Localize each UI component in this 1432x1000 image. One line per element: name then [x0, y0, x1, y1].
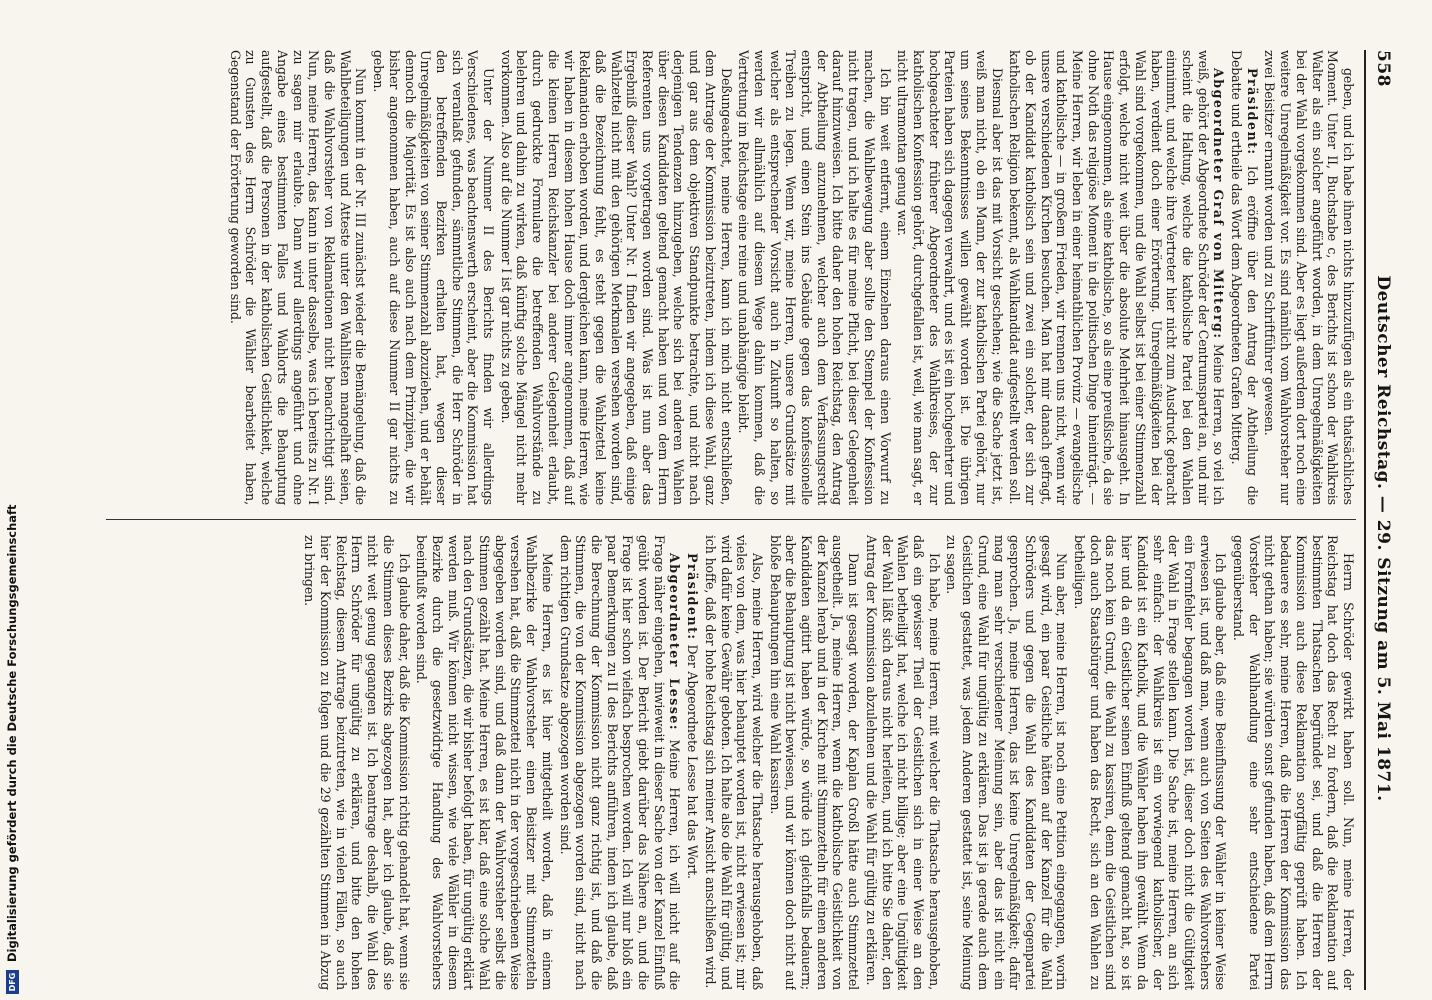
speaker-label: Präsident: — [1244, 68, 1260, 156]
paragraph-text: Ich glaube daher, daß die Kommission richtig gehandelt hat, wenn sie die Stimmen dieses Bezirks abgezogen hat, aber ich glaube, daß sie nicht weit genug gegangen ist. Ich beantrage deshalb, die Wahl des Herrn Schröder für ungültig zu erklären, und bitte den hohen Reichstag, diesem Antrage beizutreten, wie in vielen Fällen, so auch hier der Kommission zu folgen und die 29 gezählten Stimmen in Abzug zu bringen. — [302, 535, 412, 990]
paragraph — [302, 535, 412, 990]
column-divider — [106, 519, 1356, 520]
paragraph — [702, 535, 765, 990]
text-column-left — [106, 50, 1356, 505]
paragraph-text: Also, meine Herren, wird welcher die Thatsache herausgehoben, daß vieles von dem, was hier behauptet worden ist, nicht erwiesen ist; mir wird dafür keine Gewähr geboten. Ich halte also die Wahl für gültig, und ich hoffe, daß der hohe Reichstag sich meiner Ansicht anschließen wird. — [702, 535, 765, 990]
paragraph — [767, 535, 861, 990]
paragraph-text: Diesmal aber ist das mit Vorsicht geschehen; wie die Sache jetzt ist, weiß man nicht, ob ein Mann, der zur katholischen Partei gehört, nur um seines Bekenntnisses willen gewählt worden ist. Die übrigen Parteien haben sich dagegen verwahrt, und es ist ein hochgeehrter und hochgeachteter früherer Abgeordneter des Wahlkreises, der zur katholischen Konfession gehört, durchgefallen ist, weil, wie man sagt, er nicht ultramontan genug war. — [895, 50, 1005, 505]
speaker-label: Abgeordneter Graf von Mitterg: — [1211, 68, 1227, 340]
paragraph — [895, 50, 1005, 505]
paragraph-text: Ich habe, meine Herren, mit welcher die Thatsache herausgehoben, daß ein gewisser Theil der Geistlichen sich in einer Weise an den Wahlen betheiligt hat, welche ich nicht billige; aber eine Ungültigkeit der Wahl läßt sich daraus nicht herleiten, und ich bitte Sie daher, den Antrag der Kommission abzulehnen und die Wahl für gültig zu erklären. — [863, 535, 942, 990]
paragraph-text: Unter der Nummer II des Berichts finden wir allerdings Verschiedenes, was beachtenswerth erscheint, aber die Kommission hat sich veranlaßt gefunden, sämmtliche Stimmen, die Herr Schröder in den betreffenden Bezirken erhalten hat, wegen dieser Unregelmäßigkeiten von seiner Stimmenzahl abzuziehen, und er behält dennoch die Majorität. Es ist also auch nach dem Prinzipien, die wir bisher angenommen haben, auch auf diese Nummer II gar nichts zu geben. — [371, 50, 497, 505]
paragraph — [227, 50, 368, 505]
speaker-label: Präsident: — [685, 553, 701, 641]
digitization-footer — [3, 4, 21, 994]
paragraph-text: Ich glaube aber, daß eine Beeinflussung der Wähler in keiner Weise erwiesen ist, und daß man, wenn auch von Seiten des Wahlvorstehers ein Formfehler begangen worden ist, dieser doch nicht die Gültigkeit der Wahl in Frage stellen kann. Die Sache ist, meine Herren, an sich sehr einfach: der Wahlkreis ist ein vorwiegend katholischer, der Kandidat ist ein Katholik, und die Wähler haben ihn gewählt. Wenn da hier und da ein Geistlicher seinen Einfluß geltend gemacht hat, so ist das noch kein Grund, die Wahl zu kassiren, denn die Geistlichen sind doch auch Staatsbürger und haben das Recht, sich an den Wahlen zu betheiligen. — [1072, 535, 1229, 990]
speaker-label: Abgeordneter Lesse: — [667, 553, 683, 732]
running-header — [1364, 50, 1400, 990]
paragraph-text: Deßungeachtet, meine Herren, kann ich mich nicht entschließen, dem Antrage der Kommission beizutreten, indem ich diese Wahl, ganz und gar aus dem objektiven Standpunkte betrachte, und nicht nach derjenigen Tendenzen hinzugeben, welche sich bei anderen Wahlen über diesen Kandidaten geltend gemacht haben und von dem Herrn Referenten uns vorgetragen worden sind. Was ist nun aber das Ergebniß dieser Wahl? Unter Nr. I finden wir angegeben, daß einige Wahlzettel nicht mit den gehörigen Merkmalen versehen worden sind, daß die Bezeichnung fehlt, es steht gegen die Wahlzettel keine Reklamation erhoben worden, und dergleichen kann, meine Herren, wie wir haben in diesem hohen Hause doch immer angenommen, daß auf die kleinen Herren Reichskanzler bei anderer Gelegenheit erlaubt, durch gedruckte Formulare die betreffenden Wahlvorstände zu belehren und dahin zu wirken, daß künftig solche Mängel nicht mehr vorkommen. Also auf die Nummer I ist gar nichts zu geben. — [498, 50, 734, 505]
paragraph — [414, 535, 555, 990]
paragraph — [944, 535, 1070, 990]
paragraph — [1007, 50, 1227, 505]
paragraph-text: Herrn Schröder gewirkt haben soll. Nun, meine Herren, der Reichstag hat doch das Recht zu fordern, daß die Reklamation auf bestimmten Thatsachen begründet sei, und daß die Herren der Kommission auch diese Reklamation sorgfältig geprüft haben. Ich bedauere es sehr, meine Herren, daß die Herren der Kommission das nicht gethan haben; sie würden sonst gefunden haben, daß dem Herrn Vorsteher der Wahlhandlung eine sehr entschiedene Partei gegenüberstand. — [1231, 535, 1356, 990]
text-column-right — [106, 535, 1356, 990]
page-number: 558 — [1373, 50, 1393, 87]
paragraph — [736, 50, 893, 505]
paragraph — [684, 535, 700, 990]
paragraph-text: Meine Herren, es ist hier mitgetheilt worden, daß in einem Wahlbezirke der Wahlvorsteher einen Beisitzer mit Stimmzetteln versehen hat, daß die Stimmzettel nicht in der vorgeschriebenen Weise abgegeben worden sind, und daß dann der Wahlvorsteher selbst die Stimmen gezählt hat. Meine Herren, es ist klar, daß eine solche Wahl nach den Grundsätzen, die wir bisher befolgt haben, für ungültig erklärt werden muß. Wir können nicht wissen, wie viele Wähler in diesem Bezirke durch die gesetzwidrige Handlung des Wahlvorstehers beeinflußt worden sind. — [414, 535, 555, 990]
paragraph — [370, 50, 496, 505]
paragraph — [863, 535, 942, 990]
paragraph-text: Ich eröffne über den Antrag der Abtheilung die Debatte und ertheile das Wort dem Abgeordneten Grafen Mitterg. — [1229, 50, 1260, 505]
paragraph-text: Dann ist gesagt worden, der Kaplan Großl hätte auch Stimmzettel ausgetheilt. Ja, meine Herren, wenn die katholische Geistlichkeit von der Kanzel herab und in der Kirche mit Stimmzetteln für einen anderen Kandidaten agitirt haben würde, so würde ich gleichfalls bedauern; aber die Behauptung ist nicht bewiesen, und wir können doch nicht auf bloße Behauptungen hin eine Wahl kassiren. — [767, 535, 862, 990]
paragraph-text: Der Abgeordnete Lesse hat das Wort. — [685, 644, 701, 879]
rotated-newspaper-sheet — [90, 50, 1400, 990]
paragraph-text: geben, und ich habe ihnen nichts hinzuzufügen als ein thatsächliches Moment. Unter II, Buchstabe c, des Berichts ist schon der Wahlkreis Walter als ein solcher angeführt worden, in dem Unregelmäßigkeiten bei der Wahl vorgekommen sind. Aber es liegt außerdem dort noch eine weitere Unregelmäßigkeit vor. Es sind nämlich vom Wahlvorsteher nur zwei Beisitzer ernannt worden und zu Schriftführer gewesen. — [1262, 50, 1356, 505]
paragraph — [1262, 50, 1356, 505]
dfg-logo-icon: DFG — [6, 970, 19, 994]
digitization-note-text: Digitalisierung gefördert durch die Deutsche Forschungsgemeinschaft — [5, 504, 19, 962]
paragraph — [1228, 50, 1259, 505]
paragraph-text: Meine Herren, so viel ich weiß, gehört der Abgeordnete Schröder der Centrumspartei an, und mir scheint die Haltung, welche die katholische Partei bei den Wahlen einnimmt, und welche ihre Vertreter hier nicht zum Ausdruck gebracht haben, verdient doch einer Erörterung. Unregelmäßigkeiten bei der Wahl sind vorgekommen, und die Wahl selbst ist bei einer Stimmenzahl erfolgt, welche nicht weit über die absolute Mehrheit hinausgeht. In Hause eingenommen, als eine katholische, so als eine preußische, da sie ohne Noth das religiöse Moment in die politischen Dinge hineinträgt. — Meine Herren, wir leben in einer heimathlichen Provinz — evangelische und katholische — in großem Frieden, wir trennen uns nicht, wenn wir unsere verschiedenen Kirchen besuchen. Man hat mir danach gefragt, ob der Kandidat katholisch sein und zwei ein solcher, der sich zur katholischen Religion bekennt, als Wahlkandidat aufgestellt werden soll. — [1007, 50, 1227, 505]
header-title: Deutscher Reichstag. — 29. Sitzung am 5. Mai 1871. — [1373, 275, 1393, 802]
paragraph-text: Nun aber, meine Herren, ist noch eine Petition eingegangen, worin gesagt wird, ein paar Geistliche hätten auf der Kanzel für die Wahl Schröders und gegen die Wahl des Kandidaten der Gegenpartei gesprochen. Ja, meine Herren, das ist keine Unregelmäßigkeit; dafür mag man sehr verschiedener Meinung sein, aber das ist nicht ein Grund, eine Wahl für ungültig zu erklären. Das ist ja gerade auch dem Geistlichen gestattet, was jedem Anderen gestattet ist, seine Meinung zu sagen. — [944, 535, 1070, 990]
paragraph-text: Meine Herren, ich will nicht auf die Frage näher eingehen, inwieweit in dieser Sache von der Kanzel Einfluß geübt worden ist. Der Bericht giebt darüber das Nähere an, und die Frage ist hier schon vielfach besprochen worden. Ich will nur bloß ein paar Bemerkungen zu II des Berichts anführen, indem ich glaube, daß die Berechnung der Kommission nicht ganz richtig ist, und daß die Stimmen, die von der Kommission abgezogen worden sind, nicht nach dem richtigen Grundsatze abgezogen worden sind. — [557, 535, 683, 990]
paragraph — [498, 50, 734, 505]
paragraph-text: Ich bin weit entfernt, einem Einzelnen daraus einen Vorwurf zu machen, die Wahlbewegung aber sollte den Stempel der Konfession nicht tragen, und ich halte es für meine Pflicht, bei dieser Gelegenheit darauf hinzuweisen. Ich bitte daher den hohen Reichstag, den Antrag der Abtheilung anzunehmen, welcher auch dem Verfassungsrecht entspricht, und einen Stein ins Gebäude gegen das konfessionelle Treiben zu legen. Wenn wir, meine Herren, unsere Grundsätze mit welcher als entsprechender Vorsicht auch in Zukunft so halten, so werden wir allmählich auf diesem Wege dahin kommen, daß die Vertretung im Reichstage eine reine und unabhängige bleibt. — [736, 50, 893, 505]
paragraph — [557, 535, 683, 990]
paragraph — [1071, 535, 1228, 990]
paragraph-text: Nun kommt in der Nr. III zunächst wieder die Bemängelung, daß die Wahlbeteiligungen und Atteste unter den Wahllisten mangelhaft seien, daß die Wahlvorsteher von Reklamationen nicht benachrichtigt sind. Nun, meine Herren, das kann in unter dasselbe, was ich bereits zu Nr. I zu sagen mir erlaubte. Dann wird allerdings angeführt und ohne Angabe eines bestimmten Falles und Wahlorts die Behauptung aufgestellt, daß die Personen in der katholischen Geistlichkeit, welche zu Gunsten des Herrn Schröder die Wähler bearbeitet haben, Gegenstand der Erörterung geworden sind. — [227, 50, 369, 505]
paragraph — [1230, 535, 1356, 990]
